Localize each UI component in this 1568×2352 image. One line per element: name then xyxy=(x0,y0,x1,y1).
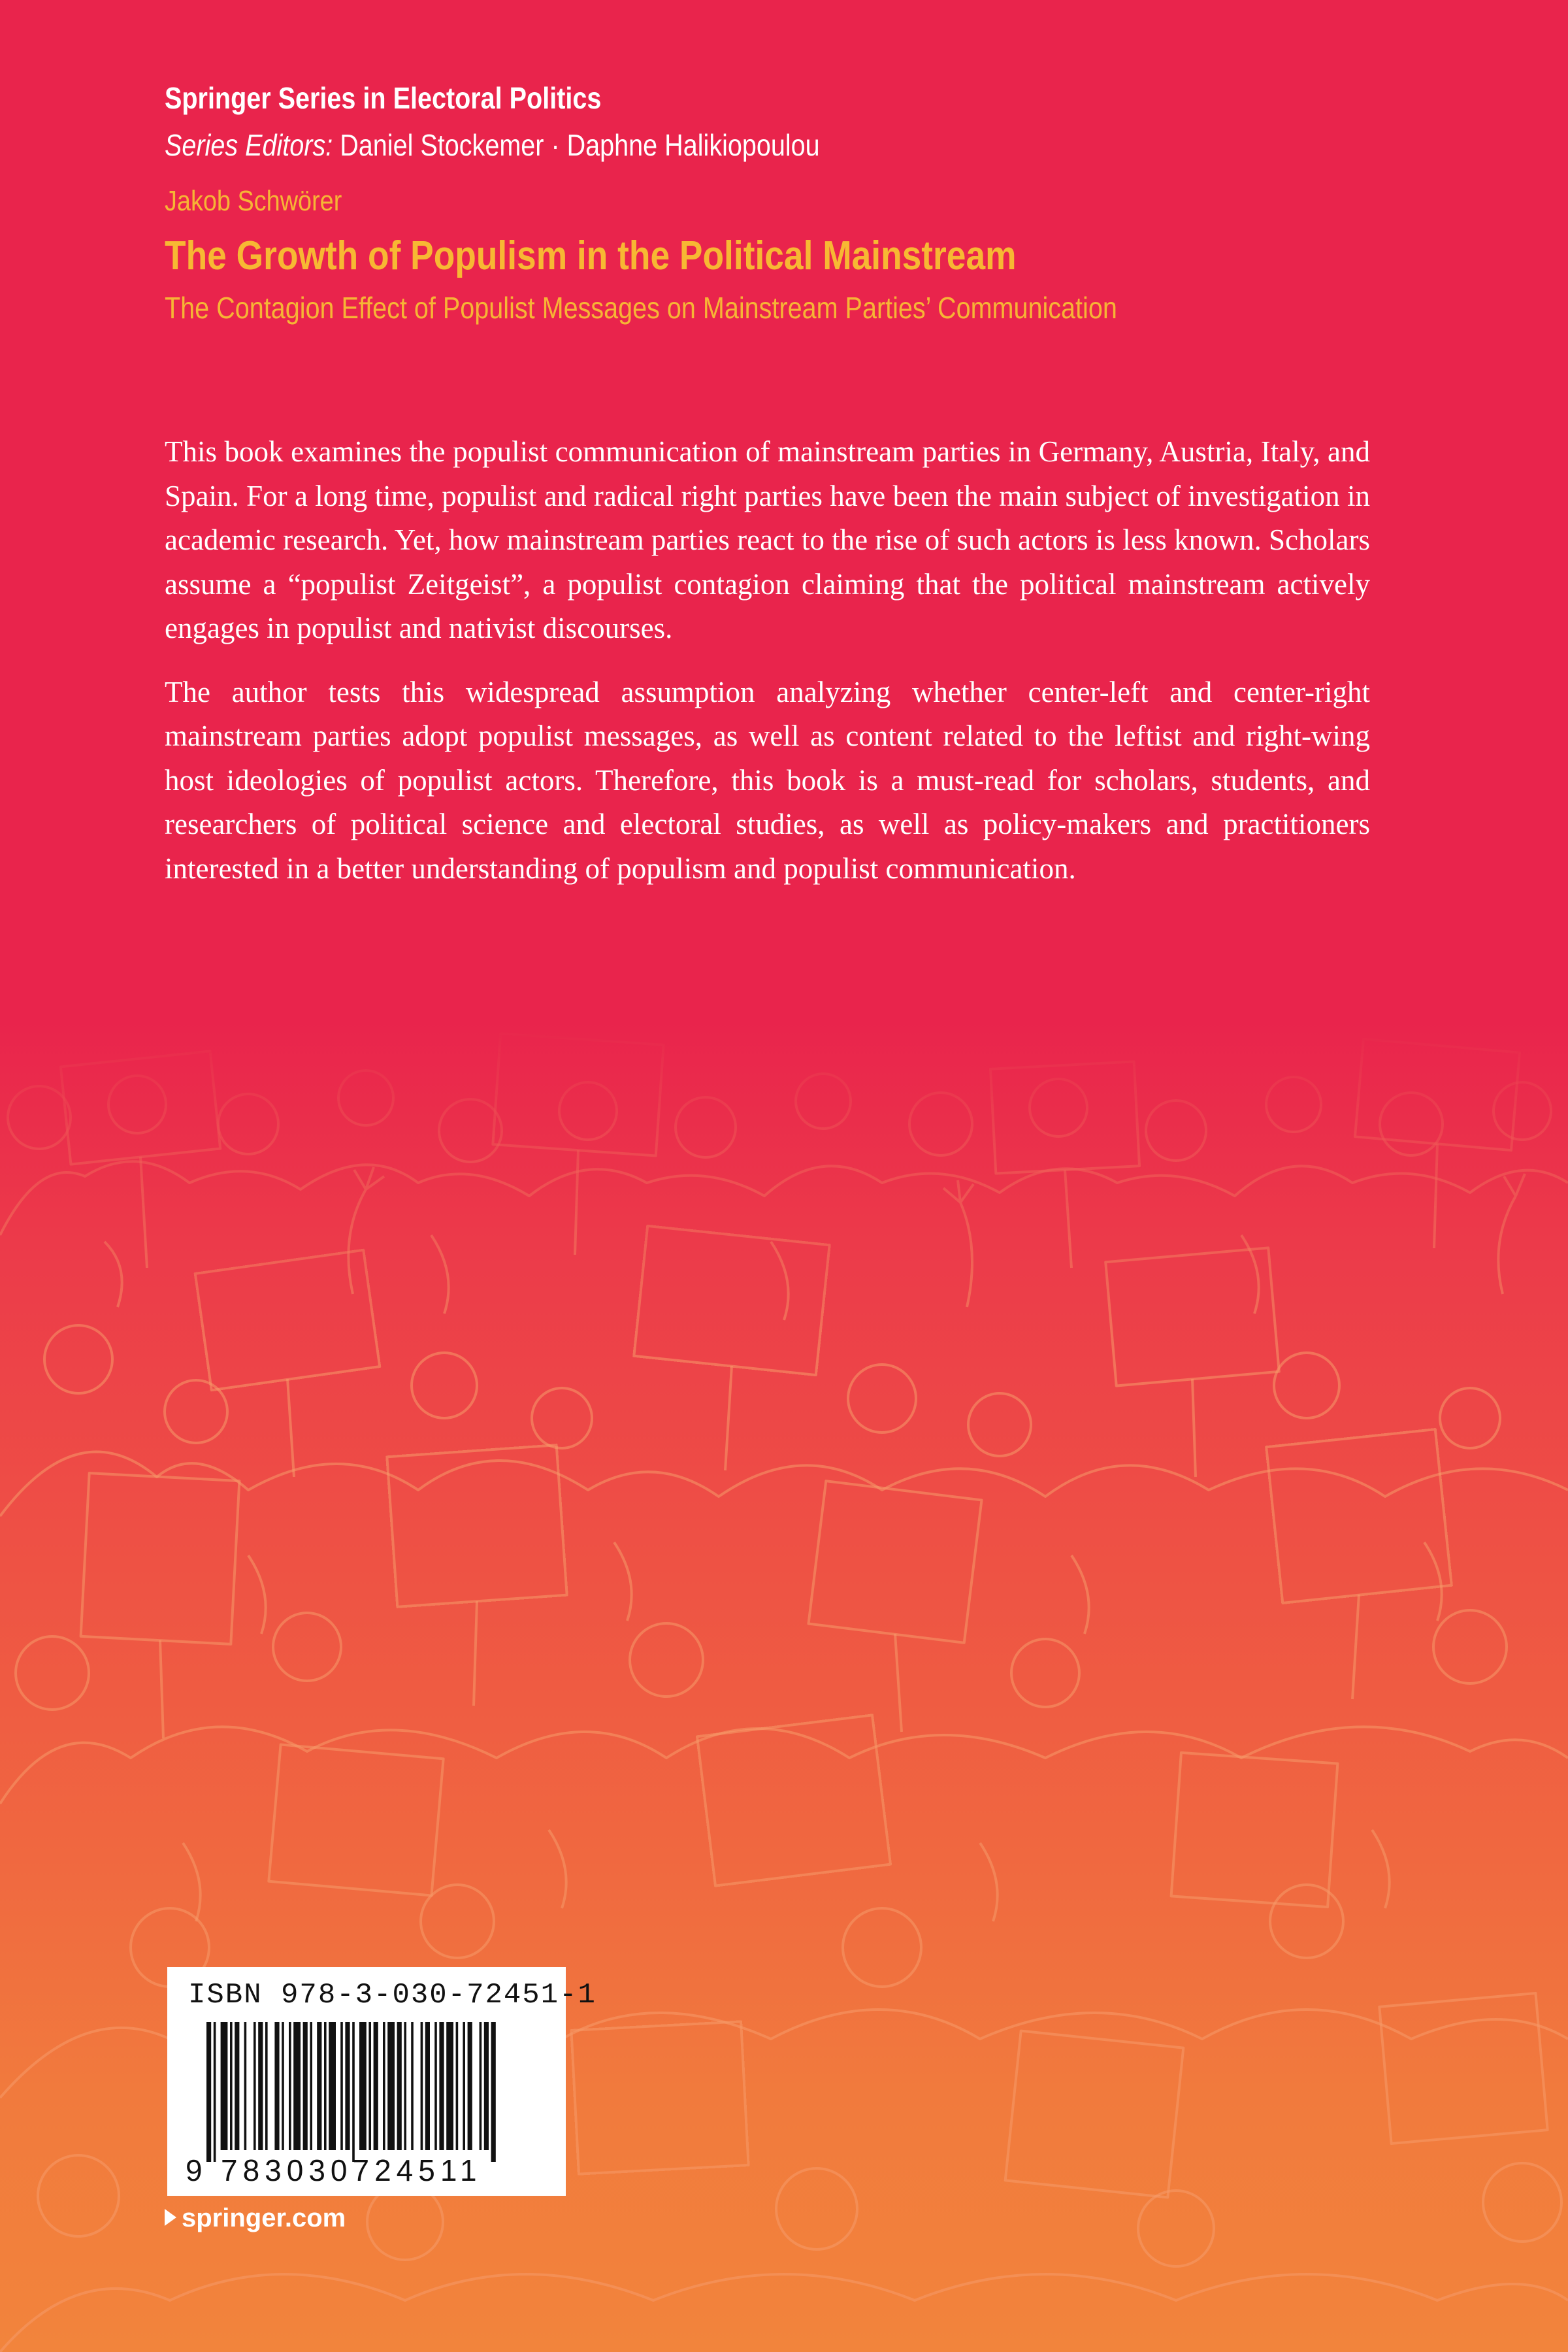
barcode-bar xyxy=(434,2022,437,2150)
series-name: Springer Series in Electoral Politics xyxy=(165,81,602,115)
barcode-bar xyxy=(491,2022,496,2162)
book-title: The Growth of Populism in the Political Mainstream xyxy=(165,233,1017,278)
barcode-bar xyxy=(446,2022,453,2150)
barcode-bar xyxy=(265,2022,268,2150)
barcode-bar xyxy=(368,2022,371,2150)
barcode-bar xyxy=(293,2022,301,2150)
barcode-bar xyxy=(468,2022,472,2150)
barcode-bar xyxy=(411,2022,414,2150)
barcode-bar xyxy=(456,2022,459,2150)
barcode-bar xyxy=(352,2022,355,2162)
barcode-icon xyxy=(206,2022,546,2162)
header-block xyxy=(165,78,1406,327)
publisher-link[interactable] xyxy=(165,2204,346,2233)
barcode-bar xyxy=(387,2022,395,2150)
book-author: Jakob Schwörer xyxy=(165,185,342,217)
barcode-bar xyxy=(359,2022,367,2150)
barcode-bar xyxy=(253,2022,256,2150)
barcode-bar xyxy=(214,2022,216,2162)
barcode-digits: 783030724511 xyxy=(221,2153,482,2187)
series-editors xyxy=(165,125,1232,165)
barcode-bar xyxy=(463,2022,465,2150)
barcode-bar xyxy=(221,2022,228,2150)
barcode-bar xyxy=(404,2022,406,2150)
barcode-bar xyxy=(289,2022,291,2150)
triangle-right-icon xyxy=(165,2209,176,2226)
barcode-bar xyxy=(374,2022,378,2150)
barcode-bar xyxy=(329,2022,336,2150)
barcode-bar xyxy=(383,2022,385,2150)
book-blurb xyxy=(165,430,1370,910)
series-editors-label: Series Editors: xyxy=(165,128,333,162)
barcode-bar xyxy=(421,2022,423,2150)
barcode-bar xyxy=(345,2022,350,2150)
barcode-bar xyxy=(235,2022,239,2150)
barcode-bar xyxy=(439,2022,444,2150)
book-subtitle: The Contagion Effect of Populist Messages on Mainstream Parties’ Communication xyxy=(165,291,1117,325)
barcode-bar xyxy=(340,2022,343,2150)
barcode-bar xyxy=(303,2022,308,2150)
barcode-bar xyxy=(484,2022,489,2150)
publisher-link-text: springer.com xyxy=(182,2204,346,2232)
barcode-bar xyxy=(244,2022,247,2150)
barcode-bar xyxy=(282,2022,284,2150)
barcode-bar xyxy=(425,2022,430,2150)
isbn-label: ISBN 978-3-030-72451-1 xyxy=(188,1979,596,2012)
series-editors-names: Daniel Stockemer · Daphne Halikiopoulou xyxy=(340,128,820,162)
barcode-bar xyxy=(324,2022,327,2150)
barcode-bar xyxy=(206,2022,211,2162)
blurb-paragraph: The author tests this widespread assumption analyzing whether center-left and center-right mainstream parties adopt populist messages, as well as content related to the leftist and right-wing host ideologies of populist actors. Therefore, this book is a must-read for scholars, students, and researchers of political science and electoral studies, as well as policy-makers and practitioners interested in a better understanding of populism and populist communication. xyxy=(165,675,1370,885)
barcode-digit-first: 9 xyxy=(186,2153,203,2187)
barcode-bar xyxy=(480,2022,482,2150)
isbn-barcode-box xyxy=(167,1967,596,2196)
barcode-bar xyxy=(397,2022,402,2150)
blurb-paragraph: This book examines the populist communication of mainstream parties in Germany, Austria, Italy, and Spain. For a long time, populist and radical right parties have been the main subject of investigation in academic research. Yet, how mainstream parties react to the rise of such actors is less known. Scholars assume a “populist Zeitgeist”, a populist contagion claiming that the political mainstream actively engages in populist and nativist discourses. xyxy=(165,435,1370,644)
barcode-bar xyxy=(258,2022,263,2150)
barcode-bar xyxy=(310,2022,312,2150)
barcode-bar xyxy=(230,2022,233,2150)
barcode-bar xyxy=(317,2022,321,2150)
barcode-bar xyxy=(274,2022,279,2150)
